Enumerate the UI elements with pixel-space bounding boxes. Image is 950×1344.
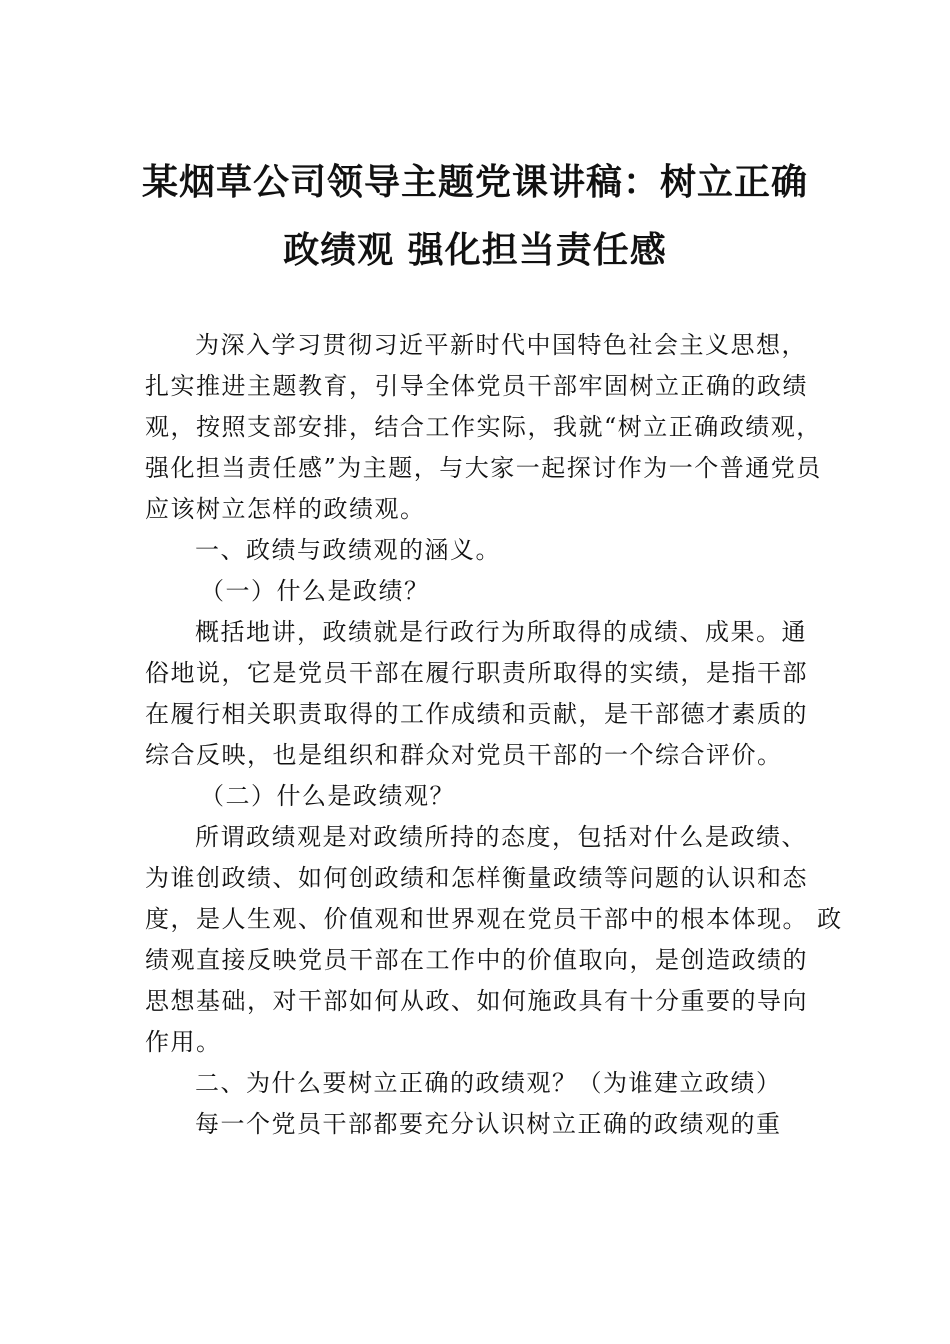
paragraph-line: （二）什么是政绩观？ bbox=[200, 782, 455, 810]
paragraph-line: 每一个党员干部都要充分认识树立正确的政绩观的重 bbox=[195, 1110, 782, 1138]
paragraph-line: （一）什么是政绩？ bbox=[200, 577, 430, 605]
paragraph bbox=[145, 1063, 810, 1104]
paragraph-line: 为深入学习贯彻习近平新时代中国特色社会主义思想， bbox=[195, 331, 807, 359]
paragraph-line: 思想基础，对干部如何从政、如何施政具有十分重要的导向 bbox=[145, 987, 808, 1015]
paragraph-line: 观，按照支部安排，结合工作实际，我就“树立正确政绩观， bbox=[145, 413, 822, 441]
paragraph-line: 扎实推进主题教育，引导全体党员干部牢固树立正确的政绩 bbox=[145, 372, 808, 400]
document-title-line-2: 政绩观 强化担当责任感 bbox=[283, 229, 667, 271]
paragraph bbox=[145, 530, 810, 571]
paragraph-line: 度，是人生观、价值观和世界观在党员干部中的根本体现。 政 bbox=[145, 905, 843, 933]
paragraph-line: 一、政绩与政绩观的涵义。 bbox=[195, 536, 501, 564]
paragraph-line: 强化担当责任感”为主题，与大家一起探讨作为一个普通党员 bbox=[145, 454, 822, 482]
paragraph bbox=[145, 776, 810, 817]
paragraph-line: 二、为什么要树立正确的政绩观？（为谁建立政绩） bbox=[195, 1069, 782, 1097]
paragraph-line: 概括地讲，政绩就是行政行为所取得的成绩、成果。通 bbox=[195, 618, 807, 646]
paragraph-line: 综合反映，也是组织和群众对党员干部的一个综合评价。 bbox=[145, 741, 783, 769]
paragraph-line: 俗地说，它是党员干部在履行职责所取得的实绩，是指干部 bbox=[145, 659, 808, 687]
paragraph-line: 为谁创政绩、如何创政绩和怎样衡量政绩等问题的认识和态 bbox=[145, 864, 808, 892]
paragraph-line: 应该树立怎样的政绩观。 bbox=[145, 495, 426, 523]
paragraph bbox=[145, 817, 843, 1063]
paragraph-line: 作用。 bbox=[145, 1028, 222, 1056]
paragraph bbox=[145, 1104, 810, 1145]
paragraph-line: 在履行相关职责取得的工作成绩和贡献，是干部德才素质的 bbox=[145, 700, 808, 728]
document-title-line-1: 某烟草公司领导主题党课讲稿：树立正确 bbox=[141, 161, 808, 203]
paragraph bbox=[145, 325, 822, 530]
document-body bbox=[145, 325, 843, 1145]
paragraph bbox=[145, 571, 810, 612]
paragraph-line: 绩观直接反映党员干部在工作中的价值取向，是创造政绩的 bbox=[145, 946, 808, 974]
paragraph bbox=[145, 612, 810, 776]
paragraph-line: 所谓政绩观是对政绩所持的态度，包括对什么是政绩、 bbox=[195, 823, 807, 851]
